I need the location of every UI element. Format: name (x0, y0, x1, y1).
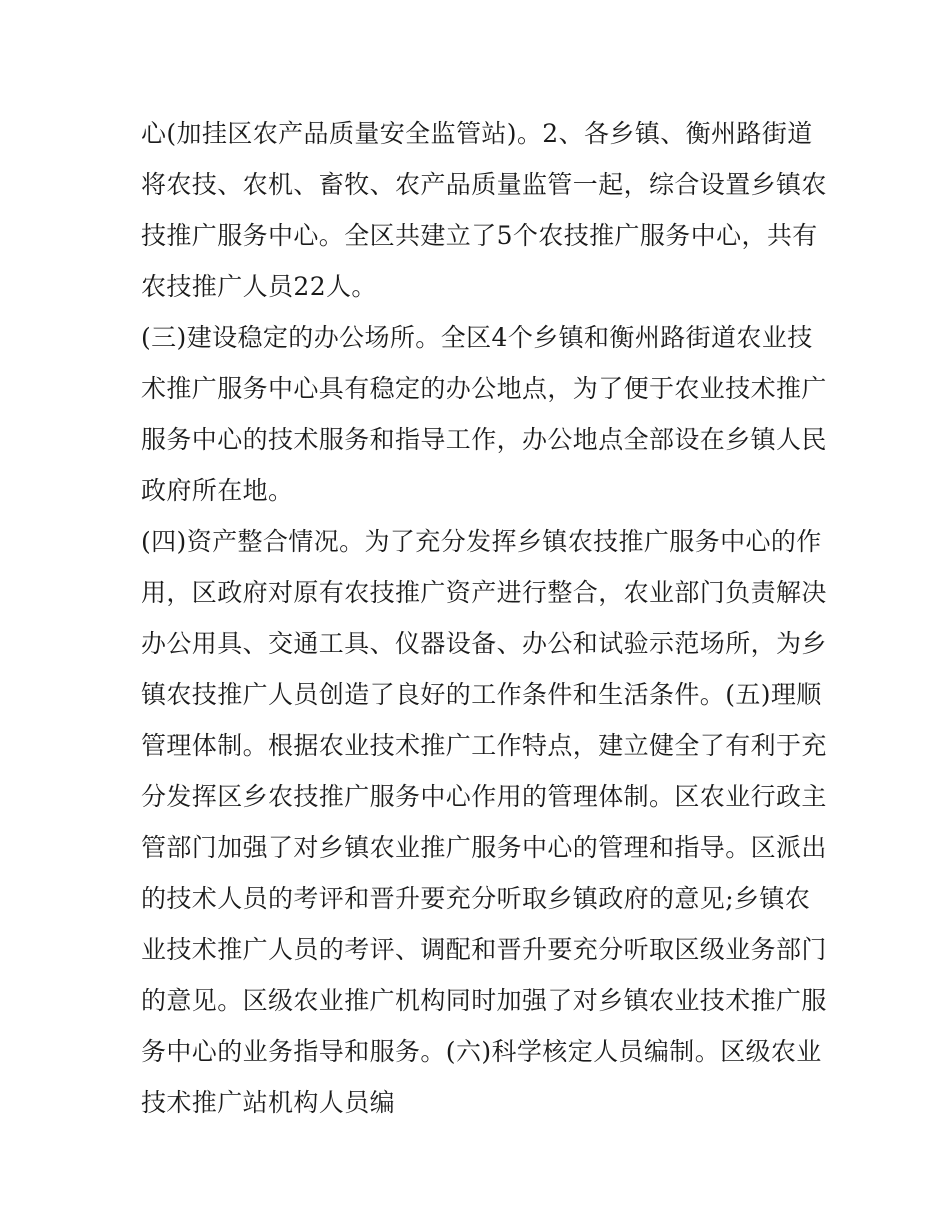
text-line: 业技术推广人员的考评、调配和晋升要充分听取区级业务部门 (141, 935, 827, 964)
text-line: 分发挥区乡农技推广服务中心作用的管理体制。区农业行政主 (141, 782, 827, 811)
text-line: 将农技、农机、畜牧、农产品质量监管一起，综合设置乡镇农 (141, 170, 827, 199)
text-line: 办公用具、交通工具、仪器设备、办公和试验示范场所，为乡 (141, 629, 827, 658)
text-line: 服务中心的技术服务和指导工作，办公地点全部设在乡镇人民 (141, 425, 827, 454)
text-line: 技推广服务中心。全区共建立了5个农技推广服务中心，共有 (141, 221, 818, 250)
text-line: (三)建设稳定的办公场所。全区4个乡镇和衡州路街道农业技 (141, 323, 813, 352)
text-line: 术推广服务中心具有稳定的办公地点，为了便于农业技术推广 (141, 374, 827, 403)
text-line: 政府所在地。 (141, 476, 294, 505)
text-line: 农技推广人员22人。 (141, 272, 377, 301)
document-body (141, 108, 827, 1128)
text-line: 心(加挂区农产品质量安全监管站)。2、各乡镇、衡州路街道 (141, 119, 813, 148)
text-line: 用，区政府对原有农技推广资产进行整合，农业部门负责解决 (141, 578, 827, 607)
text-line: 的意见。区级农业推广机构同时加强了对乡镇农业技术推广服 (141, 986, 827, 1015)
text-line: 镇农技推广人员创造了良好的工作条件和生活条件。(五)理顺 (141, 680, 822, 709)
text-line: 的技术人员的考评和晋升要充分听取乡镇政府的意见;乡镇农 (141, 884, 811, 913)
text-line: 技术推广站机构人员编 (141, 1088, 396, 1117)
text-line: 务中心的业务指导和服务。(六)科学核定人员编制。区级农业 (141, 1037, 822, 1066)
text-line: 管部门加强了对乡镇农业推广服务中心的管理和指导。区派出 (141, 833, 827, 862)
text-line: 管理体制。根据农业技术推广工作特点，建立健全了有利于充 (141, 731, 827, 760)
text-line: (四)资产整合情况。为了充分发挥乡镇农技推广服务中心的作 (141, 527, 822, 556)
